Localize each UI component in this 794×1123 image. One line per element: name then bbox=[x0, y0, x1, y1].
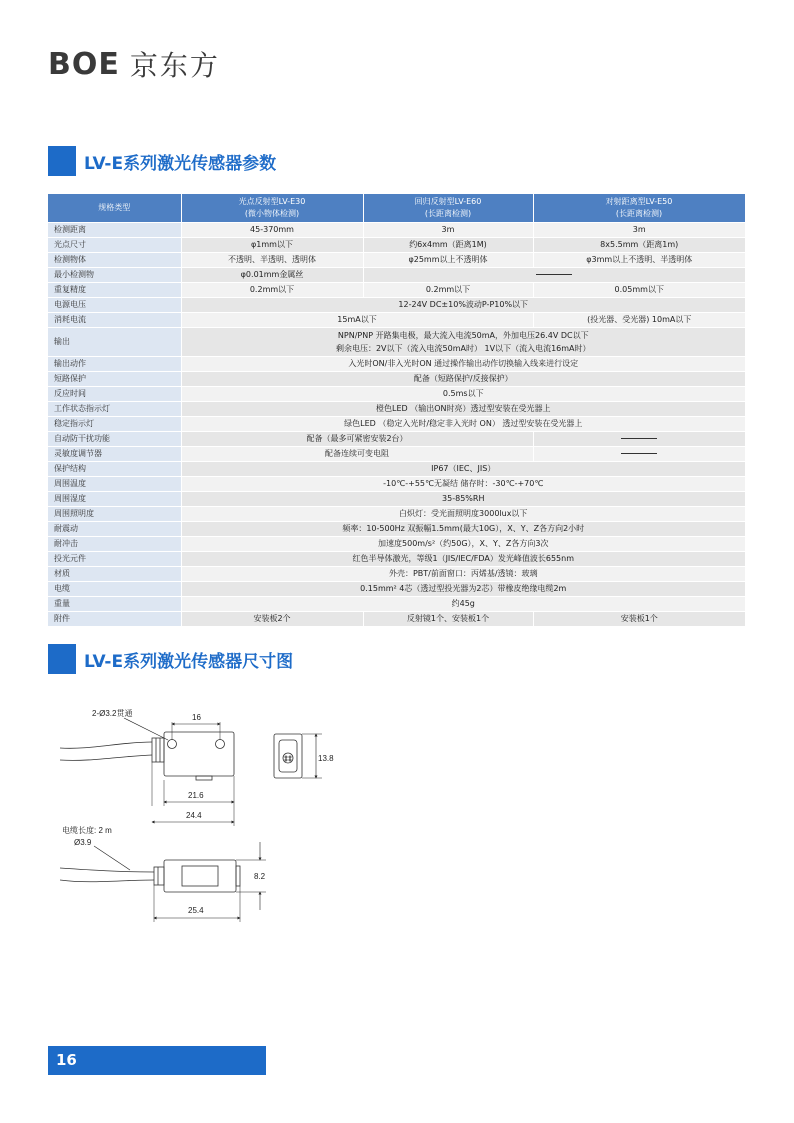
cell: 45-370mm bbox=[181, 222, 363, 237]
cell: 绿色LED （稳定入光时/稳定非入光时 ON） 透过型安装在受光器上 bbox=[181, 416, 745, 431]
table-row bbox=[48, 237, 745, 252]
table-row bbox=[48, 431, 745, 446]
cell: 3m bbox=[363, 222, 533, 237]
side-view-lens bbox=[283, 753, 293, 763]
table-row bbox=[48, 312, 745, 327]
table-row bbox=[48, 581, 745, 596]
table-header-row bbox=[48, 194, 745, 222]
row-label: 最小检测物 bbox=[48, 267, 181, 282]
bottom-view-window bbox=[182, 866, 218, 886]
header-lv-e50-name: 对射距离型LV-E50 bbox=[605, 196, 673, 206]
dim-13-8: 13.8 bbox=[318, 754, 334, 763]
row-label: 电缆 bbox=[48, 581, 181, 596]
row-label: 自动防干扰功能 bbox=[48, 431, 181, 446]
header-lv-e50 bbox=[533, 194, 745, 222]
row-label: 附件 bbox=[48, 611, 181, 626]
table-row bbox=[48, 596, 745, 611]
dim-24-4: 24.4 bbox=[186, 811, 202, 820]
header-lv-e30-note: (微小物体检测) bbox=[244, 208, 300, 218]
cell: φ3mm以上不透明、半透明体 bbox=[533, 252, 745, 267]
mounting-hole-2 bbox=[216, 740, 225, 749]
table-row bbox=[48, 476, 745, 491]
row-label: 工作状态指示灯 bbox=[48, 401, 181, 416]
row-label: 消耗电流 bbox=[48, 312, 181, 327]
top-view-cable-upper bbox=[60, 742, 152, 748]
cell: 入光时ON/非入光时ON 通过操作输出动作切换输入线来进行设定 bbox=[181, 356, 745, 371]
table-row bbox=[48, 416, 745, 431]
row-label: 反应时间 bbox=[48, 386, 181, 401]
cell-dash bbox=[533, 446, 745, 461]
cell: -10℃-+55℃无凝结 储存时：-30℃-+70℃ bbox=[181, 476, 745, 491]
dash-mark bbox=[621, 438, 657, 439]
row-label: 光点尺寸 bbox=[48, 237, 181, 252]
cell: φ0.01mm金属丝 bbox=[181, 267, 363, 282]
hole-note: 2-Ø3.2贯通 bbox=[92, 709, 133, 718]
dim-16: 16 bbox=[192, 713, 201, 722]
section-marker bbox=[48, 146, 76, 176]
side-view bbox=[274, 734, 302, 778]
dash-mark bbox=[621, 453, 657, 454]
section-title: LV-E系列激光传感器参数 bbox=[84, 153, 277, 174]
table-row bbox=[48, 566, 745, 581]
output-line-2: 剩余电压：2V以下（流入电流50mA时） 1V以下（流入电流16mA时） bbox=[335, 343, 591, 353]
spec-table bbox=[48, 194, 746, 627]
row-label: 周围湿度 bbox=[48, 491, 181, 506]
cable-length-note: 电缆长度: 2 m bbox=[62, 826, 112, 835]
section-title: LV-E系列激光传感器尺寸图 bbox=[84, 651, 294, 672]
cell: 频率：10-500Hz 双振幅1.5mm(最大10G），X、Y、Z各方向2小时 bbox=[181, 521, 745, 536]
dim-21-6: 21.6 bbox=[188, 791, 204, 800]
page-number: 16 bbox=[48, 1046, 266, 1075]
row-label: 灵敏度调节器 bbox=[48, 446, 181, 461]
row-label: 重量 bbox=[48, 596, 181, 611]
header-lv-e30 bbox=[181, 194, 363, 222]
top-view-body bbox=[164, 732, 234, 776]
table-row bbox=[48, 297, 745, 312]
cell: 外壳：PBT/前面窗口：丙烯基/透镜：玻璃 bbox=[181, 566, 745, 581]
cell: (投光器、受光器) 10mA以下 bbox=[533, 312, 745, 327]
cell: 约6x4mm（距离1M) bbox=[363, 237, 533, 252]
row-label: 投光元件 bbox=[48, 551, 181, 566]
cell: 反射镜1个、安装板1个 bbox=[363, 611, 533, 626]
cell: 0.2mm以下 bbox=[181, 282, 363, 297]
cell: 35-85%RH bbox=[181, 491, 745, 506]
row-label: 短路保护 bbox=[48, 371, 181, 386]
cell: 加速度500m/s²（约50G），X、Y、Z各方向3次 bbox=[181, 536, 745, 551]
dash-mark bbox=[536, 274, 572, 275]
table-row bbox=[48, 282, 745, 297]
top-view-tab bbox=[196, 776, 212, 780]
brand-logo bbox=[48, 44, 220, 84]
cell: 12-24V DC±10%波动P-P10%以下 bbox=[181, 297, 745, 312]
top-view-connector bbox=[152, 738, 164, 762]
row-label: 耐冲击 bbox=[48, 536, 181, 551]
bottom-view bbox=[60, 860, 240, 892]
cell: 配备连续可变电阻 bbox=[181, 446, 533, 461]
cell: 不透明、半透明、透明体 bbox=[181, 252, 363, 267]
cell: 约45g bbox=[181, 596, 745, 611]
cell: 15mA以下 bbox=[181, 312, 533, 327]
table-row bbox=[48, 446, 745, 461]
cell: φ25mm以上不透明体 bbox=[363, 252, 533, 267]
side-view-body bbox=[274, 734, 302, 778]
cell: 0.05mm以下 bbox=[533, 282, 745, 297]
table-row bbox=[48, 356, 745, 371]
row-label: 材质 bbox=[48, 566, 181, 581]
bottom-view-connector bbox=[154, 867, 164, 885]
row-label: 输出 bbox=[48, 327, 181, 356]
cell: 3m bbox=[533, 222, 745, 237]
table-row bbox=[48, 327, 745, 356]
row-label: 周围温度 bbox=[48, 476, 181, 491]
dimension-drawing bbox=[60, 700, 350, 930]
table-row bbox=[48, 551, 745, 566]
bottom-view-cable-upper bbox=[60, 868, 154, 872]
header-lv-e50-note: (长距离检测) bbox=[615, 208, 663, 218]
table-row bbox=[48, 506, 745, 521]
logo-latin: BOE bbox=[48, 46, 120, 82]
bottom-view-body bbox=[164, 860, 236, 892]
table-row bbox=[48, 401, 745, 416]
cell: 红色半导体激光，等级1（JIS/IEC/FDA）发光峰值波长655nm bbox=[181, 551, 745, 566]
cell: 0.15mm² 4芯（透过型投光器为2芯）带橡皮绝缘电缆2m bbox=[181, 581, 745, 596]
dim-25-4: 25.4 bbox=[188, 906, 204, 915]
row-label: 周围照明度 bbox=[48, 506, 181, 521]
cell bbox=[181, 327, 745, 356]
cell: 白炽灯：受光面照明度3000lux以下 bbox=[181, 506, 745, 521]
row-label: 电源电压 bbox=[48, 297, 181, 312]
row-label: 重复精度 bbox=[48, 282, 181, 297]
table-row bbox=[48, 461, 745, 476]
cell: 配备（最多可紧密安装2台） bbox=[181, 431, 533, 446]
header-lv-e60-note: (长距离检测) bbox=[424, 208, 472, 218]
section-marker bbox=[48, 644, 76, 674]
cell: 0.2mm以下 bbox=[363, 282, 533, 297]
table-row bbox=[48, 222, 745, 237]
top-view-cable-lower bbox=[60, 755, 152, 760]
output-line-1: NPN/PNP 开路集电极，最大流入电流50mA，外加电压26.4V DC以下 bbox=[337, 330, 589, 340]
row-label: 保护结构 bbox=[48, 461, 181, 476]
row-label: 耐震动 bbox=[48, 521, 181, 536]
cell: 0.5ms以下 bbox=[181, 386, 745, 401]
table-row bbox=[48, 267, 745, 282]
row-label: 检测物体 bbox=[48, 252, 181, 267]
cell: 8x5.5mm（距离1m) bbox=[533, 237, 745, 252]
row-label: 检测距离 bbox=[48, 222, 181, 237]
cell-dash bbox=[363, 267, 745, 282]
row-label: 输出动作 bbox=[48, 356, 181, 371]
logo-cjk: 京东方 bbox=[129, 49, 220, 82]
table-row bbox=[48, 252, 745, 267]
top-view bbox=[60, 732, 234, 780]
table-row bbox=[48, 521, 745, 536]
cell: 橙色LED （输出ON时亮）透过型安装在受光器上 bbox=[181, 401, 745, 416]
header-lv-e60 bbox=[363, 194, 533, 222]
table-row bbox=[48, 371, 745, 386]
section-heading-dimensions bbox=[48, 644, 293, 674]
cell: IP67（IEC、JIS） bbox=[181, 461, 745, 476]
cell: 安装板1个 bbox=[533, 611, 745, 626]
cable-diameter: Ø3.9 bbox=[74, 838, 92, 847]
row-label: 稳定指示灯 bbox=[48, 416, 181, 431]
header-lv-e60-name: 回归反射型LV-E60 bbox=[414, 196, 482, 206]
header-lv-e30-name: 光点反射型LV-E30 bbox=[238, 196, 306, 206]
cell: 配备（短路保护/反接保护） bbox=[181, 371, 745, 386]
cell: 安装板2个 bbox=[181, 611, 363, 626]
header-spec-type: 规格类型 bbox=[48, 194, 181, 222]
table-row bbox=[48, 386, 745, 401]
mounting-hole-1 bbox=[168, 740, 177, 749]
section-heading-params bbox=[48, 146, 276, 176]
cell: φ1mm以下 bbox=[181, 237, 363, 252]
bottom-view-cable-lower bbox=[60, 880, 154, 882]
table-row bbox=[48, 611, 745, 626]
table-row bbox=[48, 491, 745, 506]
cell-dash bbox=[533, 431, 745, 446]
table-row bbox=[48, 536, 745, 551]
dim-8-2: 8.2 bbox=[254, 872, 266, 881]
